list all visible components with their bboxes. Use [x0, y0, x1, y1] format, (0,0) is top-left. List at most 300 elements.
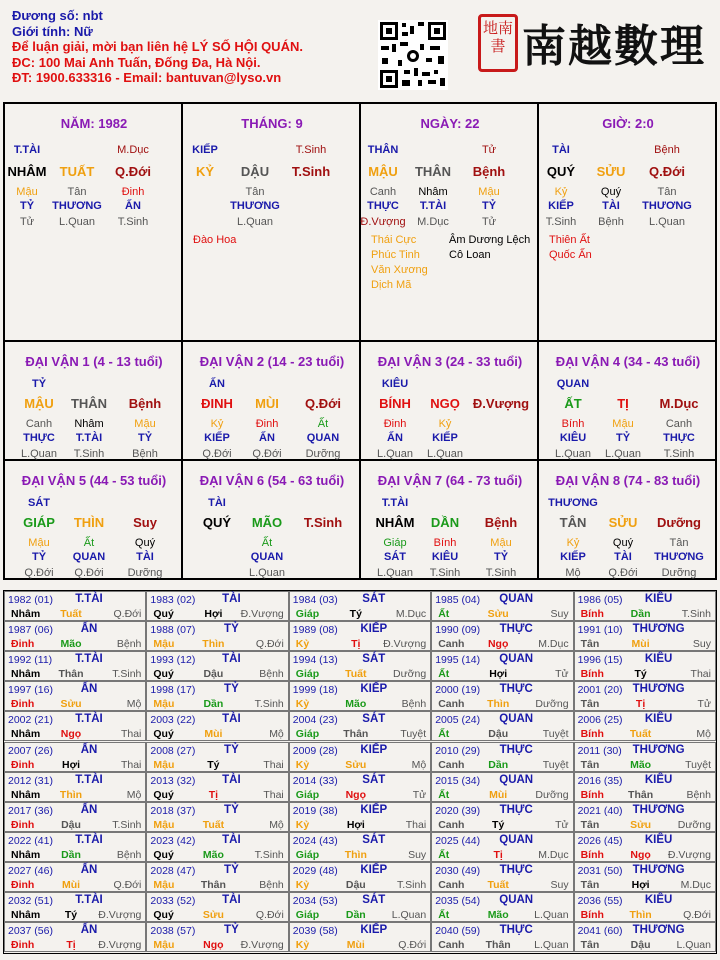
year-stem: Bính — [580, 788, 604, 801]
star-label: Thái Cực — [371, 234, 417, 246]
pillar-main: Bệnh — [472, 164, 506, 179]
year-stem: Bính — [580, 909, 604, 921]
year-branch: Sửu — [60, 698, 82, 711]
year-branch: Tị — [635, 698, 646, 711]
dai-van-r3: Giáp — [383, 537, 407, 549]
dai-van-r4: KIẾP — [204, 432, 230, 444]
pillar-1 — [183, 104, 361, 340]
year-phase: Dưỡng — [677, 818, 711, 831]
year-branch: Mùi — [61, 878, 81, 891]
year-cell — [574, 621, 716, 651]
year-stem: Nhâm — [11, 668, 41, 681]
year-branch: Mùi — [489, 788, 508, 801]
year-phase: Q.Đới — [398, 939, 427, 952]
pillar-main: DẬU — [240, 164, 270, 179]
year-stem: Canh — [438, 698, 465, 711]
dai-van-main: QUÝ — [202, 515, 232, 530]
year-star: ẤN — [80, 803, 98, 816]
year-star: T.TÀI — [75, 653, 103, 666]
dai-van-r5: Q.Đới — [252, 448, 282, 460]
pillar-r3: Mậu — [16, 186, 38, 198]
pillar-r4: TÀI — [602, 200, 620, 212]
year-branch: Sửu — [630, 818, 652, 831]
year-phase: Mộ — [411, 758, 427, 771]
dai-van-main: MẬU — [24, 396, 54, 411]
year-label: 2002 (21) — [8, 714, 53, 727]
dai-van-r4: ẤN — [259, 432, 275, 444]
year-branch: Ngọ — [203, 939, 224, 952]
year-star: TÀI — [222, 593, 241, 605]
year-stem: Mậu — [153, 878, 175, 891]
dai-van-r4: TÀI — [614, 551, 632, 563]
year-cell — [289, 591, 431, 621]
dai-van-r4: KIẾP — [432, 432, 458, 444]
year-star: KIÊU — [644, 713, 673, 726]
dai-van-r5: Q.Đới — [202, 448, 232, 460]
year-label: 2000 (19) — [435, 684, 481, 697]
year-star: QUAN — [499, 713, 534, 726]
year-label: 1995 (14) — [435, 654, 481, 667]
pillar-r3: Mậu — [478, 186, 500, 198]
year-label: 2010 (29) — [435, 744, 481, 757]
pillar-title: NĂM: 1982 — [60, 116, 128, 131]
year-phase: T.Sinh — [681, 608, 711, 620]
year-star: SÁT — [362, 653, 386, 666]
dai-van-top: KIÊU — [381, 378, 409, 390]
year-branch: Sửu — [487, 608, 509, 620]
year-phase: Tuyệt — [685, 758, 711, 771]
pillar-top: T.TÀI — [13, 144, 41, 156]
pillar-r5: L.Quan — [648, 216, 686, 228]
pillar-title: NGÀY: 22 — [420, 116, 480, 131]
year-cell — [574, 922, 716, 952]
year-star: THƯƠNG — [632, 863, 685, 876]
year-stem: Tân — [580, 638, 600, 651]
year-cell — [289, 892, 431, 922]
year-branch: Hợi — [204, 608, 223, 620]
year-stem: Ất — [438, 668, 450, 681]
pillar-r3: Tân — [245, 186, 265, 198]
year-phase: Dưỡng — [393, 668, 427, 681]
year-phase: Dưỡng — [535, 698, 569, 711]
dai-van-main: Q.Đới — [305, 396, 341, 411]
year-cell — [289, 772, 431, 802]
dai-van-r5: Dưỡng — [661, 567, 697, 579]
year-branch: Thìn — [487, 698, 510, 711]
pillar-title: THÁNG: 9 — [241, 116, 303, 131]
year-stem: Giáp — [295, 668, 320, 681]
pillar-top: Tử — [481, 144, 497, 156]
year-star: TỶ — [224, 743, 239, 756]
dai-van-main: T.Sinh — [303, 515, 343, 530]
year-phase: Bệnh — [116, 638, 142, 651]
year-cell — [146, 892, 288, 922]
dai-van-r4: THỰC — [663, 432, 695, 444]
year-label: 1992 (11) — [8, 654, 53, 667]
year-stem: Canh — [438, 939, 465, 952]
dai-van-r5: L.Quan — [554, 448, 592, 460]
pillar-r4: KIẾP — [548, 200, 574, 212]
year-stem: Giáp — [295, 788, 320, 801]
year-label: 2012 (31) — [8, 774, 53, 787]
year-label: 1982 (01) — [8, 594, 53, 606]
year-label: 2007 (26) — [8, 744, 53, 757]
year-stem: Quý — [153, 668, 174, 681]
year-stem: Quý — [153, 788, 174, 801]
pillar-r3: Kỷ — [554, 186, 568, 198]
dai-van-main: M.Dục — [659, 396, 699, 411]
year-phase: Đ.Vượng — [667, 848, 711, 861]
year-label: 1987 (06) — [8, 624, 53, 637]
year-phase: Tử — [697, 698, 711, 711]
year-star: QUAN — [499, 653, 534, 666]
dai-van-main: NHÂM — [375, 515, 415, 530]
year-label: 2004 (23) — [292, 714, 338, 727]
year-stem: Bính — [580, 668, 604, 681]
pillar-r5: L.Quan — [58, 216, 96, 228]
pillar-main: KỶ — [195, 164, 215, 179]
year-phase: L.Quan — [676, 939, 711, 952]
year-label: 2040 (59) — [435, 925, 481, 938]
year-stem: Giáp — [295, 909, 320, 921]
pillar-main: MẬU — [368, 164, 398, 179]
year-label: 2020 (39) — [435, 804, 481, 817]
year-phase: Thai — [263, 758, 284, 771]
star-label: Quốc Ấn — [549, 249, 592, 261]
year-cell — [431, 922, 573, 952]
year-cell — [431, 832, 573, 862]
dai-van-title: ĐẠI VẬN 4 (34 - 43 tuổi) — [555, 354, 701, 369]
year-cell — [431, 591, 573, 621]
dai-van-main: GIÁP — [23, 515, 55, 530]
year-star: THƯƠNG — [632, 803, 685, 816]
dai-van-r4: TỶ — [31, 551, 47, 563]
year-branch: Mão — [60, 638, 82, 651]
year-branch: Tị — [208, 788, 219, 801]
year-branch: Tị — [351, 638, 361, 651]
year-cell — [289, 711, 431, 741]
dai-van-r5: Mộ — [565, 567, 581, 579]
year-label: 2031 (50) — [577, 864, 623, 877]
year-phase: T.Sinh — [254, 848, 284, 861]
dai-van-r5: T.Sinh — [663, 448, 695, 460]
dai-van-r3: Ất — [83, 537, 95, 549]
year-stem: Giáp — [295, 608, 320, 620]
year-star: T.TÀI — [75, 713, 103, 726]
pillar-r5: Đ.Vượng — [360, 216, 406, 228]
year-star: TÀI — [222, 894, 241, 906]
dai-van-r5: L.Quan — [20, 448, 58, 460]
year-stem: Bính — [580, 728, 604, 741]
pillar-r3: Tân — [67, 186, 87, 198]
year-branch: Thìn — [344, 848, 367, 861]
year-cell — [4, 651, 146, 681]
year-branch: Hợi — [631, 878, 650, 891]
dai-van-r4: TỶ — [137, 432, 153, 444]
year-cell — [146, 862, 288, 892]
year-star: THƯƠNG — [632, 623, 685, 636]
dai-van-main: Suy — [133, 515, 157, 530]
dai-van-r3: Mậu — [490, 537, 512, 549]
pillar-main: QUÝ — [546, 164, 576, 179]
year-stem: Quý — [153, 909, 174, 921]
dai-van-r5: L.Quan — [376, 567, 414, 579]
year-branch: Mão — [630, 758, 652, 771]
dai-van-r3: Mậu — [134, 418, 156, 430]
year-phase: Mộ — [126, 788, 142, 801]
year-label: 2001 (20) — [577, 684, 623, 697]
year-stem: Giáp — [295, 728, 320, 741]
dai-van-r5: T.Sinh — [485, 567, 517, 579]
year-branch: Tý — [492, 818, 505, 831]
year-star: ẤN — [80, 863, 98, 876]
year-phase: T.Sinh — [397, 878, 427, 891]
year-label: 2032 (51) — [8, 895, 53, 907]
year-branch: Mão — [202, 848, 224, 861]
year-phase: Bệnh — [116, 848, 142, 861]
year-cell — [574, 591, 716, 621]
year-phase: Q.Đới — [113, 608, 142, 620]
year-star: SÁT — [362, 833, 386, 846]
pillar-top: THÂN — [367, 144, 399, 156]
year-phase: Đ.Vượng — [383, 638, 427, 651]
year-phase: T.Sinh — [112, 818, 142, 831]
year-cell — [4, 922, 146, 952]
year-label: 2022 (41) — [8, 834, 53, 847]
year-label: 1986 (05) — [577, 594, 623, 606]
year-star: QUAN — [499, 894, 534, 906]
pillar-r3: Quý — [600, 186, 622, 198]
dai-van-r3: Mậu — [612, 418, 634, 430]
dai-van-r3: Quý — [612, 537, 634, 549]
year-label: 2034 (53) — [292, 895, 338, 907]
year-branch: Dậu — [488, 728, 509, 741]
year-stem: Nhâm — [11, 848, 41, 861]
dai-van-7 — [361, 461, 539, 579]
year-star: QUAN — [499, 773, 534, 786]
dai-van-r3: Nhâm — [74, 418, 104, 430]
year-stem: Nhâm — [11, 728, 41, 741]
dai-van-r4: QUAN — [72, 551, 106, 563]
pillar-r5: T.Sinh — [117, 216, 149, 228]
year-phase: Suy — [692, 638, 711, 651]
year-cell — [289, 651, 431, 681]
year-branch: Mùi — [346, 939, 365, 952]
year-star: KIẾP — [360, 683, 388, 696]
year-label: 2029 (48) — [292, 864, 338, 877]
year-phase: Tuyệt — [400, 728, 427, 741]
dai-van-main: Bệnh — [128, 396, 162, 411]
year-label: 2028 (47) — [150, 864, 196, 877]
dai-van-r4: THƯƠNG — [654, 551, 704, 563]
year-phase: Mộ — [269, 818, 284, 831]
year-label: 2008 (27) — [150, 744, 196, 757]
pillar-top: TÀI — [552, 144, 570, 156]
year-star: KIẾP — [360, 743, 388, 756]
year-phase: Đ.Vượng — [240, 608, 284, 620]
year-cell — [289, 862, 431, 892]
dai-van-title: ĐẠI VẬN 6 (54 - 63 tuổi) — [199, 473, 345, 488]
dai-van-r5: Q.Đới — [608, 567, 638, 579]
year-label: 2036 (55) — [577, 895, 623, 907]
year-phase: Q.Đới — [113, 878, 142, 891]
year-label: 2033 (52) — [150, 895, 196, 907]
year-star: SÁT — [362, 593, 386, 605]
year-stem: Kỷ — [295, 698, 310, 711]
dai-van-r4: TỶ — [493, 551, 509, 563]
year-phase: L.Quan — [534, 939, 569, 952]
dai-van-r5: Dưỡng — [127, 567, 163, 579]
dai-van-1 — [5, 342, 183, 460]
year-phase: Đ.Vượng — [240, 939, 284, 952]
dai-van-6 — [183, 461, 361, 579]
year-star: SÁT — [362, 713, 386, 726]
year-branch: Tuất — [345, 668, 367, 681]
year-phase: Thai — [405, 818, 427, 831]
year-branch: Thân — [58, 668, 84, 681]
year-cell — [431, 711, 573, 741]
year-stem: Canh — [438, 878, 465, 891]
header-info — [12, 8, 303, 86]
dai-van-r3: Tân — [669, 537, 689, 549]
year-cell — [4, 862, 146, 892]
dai-van-main: NGỌ — [430, 396, 460, 411]
year-stem: Canh — [438, 758, 465, 771]
dai-van-main: ẤT — [564, 396, 582, 411]
dai-van-main: MÙI — [255, 396, 279, 411]
year-branch: Tý — [64, 909, 78, 921]
year-label: 2025 (44) — [435, 834, 481, 847]
gender: Giới tính: Nữ — [12, 23, 93, 39]
year-phase: Suy — [550, 608, 569, 620]
year-label: 1999 (18) — [292, 684, 338, 697]
year-cell — [146, 742, 288, 772]
dai-van-top: T.TÀI — [381, 497, 409, 509]
red-seal: 地南書 — [478, 14, 518, 72]
year-star: ẤN — [80, 924, 98, 937]
year-branch: Tị — [493, 848, 503, 861]
year-star: KIẾP — [360, 863, 388, 876]
dai-van-top: ẤN — [209, 378, 225, 390]
year-phase: Mộ — [269, 728, 284, 741]
year-label: 2003 (22) — [150, 714, 196, 727]
year-phase: M.Dục — [395, 608, 427, 620]
year-cell — [4, 772, 146, 802]
year-stem: Nhâm — [11, 608, 41, 620]
dai-van-r5: Bệnh — [132, 448, 158, 460]
year-cell — [574, 681, 716, 711]
pillar-r5: L.Quan — [236, 216, 274, 228]
year-cell — [146, 621, 288, 651]
pillar-r3: Canh — [369, 186, 397, 198]
dai-van-r5: L.Quan — [604, 448, 642, 460]
year-stem: Giáp — [295, 848, 320, 861]
dai-van-r5: Q.Đới — [24, 567, 54, 579]
year-cell — [289, 681, 431, 711]
pillar-r5: Tử — [19, 216, 35, 228]
year-branch: Tý — [349, 608, 362, 620]
year-branch: Tý — [634, 668, 647, 681]
pillar-main: SỬU — [596, 164, 626, 179]
year-cell — [146, 922, 288, 952]
dai-van-4 — [539, 342, 717, 460]
year-branch: Dần — [488, 758, 509, 771]
dai-van-r3: Ất — [317, 418, 329, 430]
year-stem: Kỷ — [295, 818, 310, 831]
dai-van-r4: KIÊU — [559, 432, 587, 444]
year-label: 1985 (04) — [435, 594, 481, 606]
year-label: 2041 (60) — [577, 925, 623, 938]
year-star: KIẾP — [360, 924, 388, 937]
year-star: THƯƠNG — [632, 924, 685, 937]
year-branch: Ngọ — [630, 848, 651, 861]
year-label: 1983 (02) — [150, 594, 196, 606]
year-star: KIÊU — [644, 894, 673, 906]
year-cell — [431, 772, 573, 802]
dai-van-top: SÁT — [28, 497, 50, 509]
year-star: THỰC — [499, 803, 533, 816]
dai-van-r4: TỶ — [615, 432, 631, 444]
dai-van-r5: T.Sinh — [429, 567, 461, 579]
brand-title: 南越數理 — [522, 21, 706, 72]
pillar-r5: M.Dục — [417, 216, 449, 228]
year-star: TÀI — [222, 833, 241, 846]
year-cell — [574, 711, 716, 741]
dai-van-r4: TÀI — [136, 551, 154, 563]
year-stem: Mậu — [153, 698, 175, 711]
pillar-r3: Nhâm — [418, 186, 448, 198]
year-cell — [4, 742, 146, 772]
dai-van-r5: Dưỡng — [305, 448, 341, 460]
year-phase: Bệnh — [259, 668, 284, 681]
year-cell — [146, 651, 288, 681]
year-cell — [146, 681, 288, 711]
year-phase: Tuyệt — [542, 758, 569, 771]
pillar-top: Bệnh — [654, 144, 680, 156]
year-cell — [289, 742, 431, 772]
dai-van-title: ĐẠI VẬN 2 (14 - 23 tuổi) — [199, 354, 345, 369]
year-cell — [4, 591, 146, 621]
year-label: 2015 (34) — [435, 774, 481, 787]
pillar-main: NHÂM — [7, 164, 47, 179]
dai-van-r5: L.Quan — [426, 448, 464, 460]
year-cell — [289, 621, 431, 651]
year-stem: Đinh — [11, 939, 35, 952]
dai-van-8 — [539, 461, 717, 579]
year-star: ẤN — [80, 743, 98, 756]
year-cell — [574, 892, 716, 922]
pillar-main: THÂN — [414, 164, 452, 179]
year-stem: Bính — [580, 848, 604, 861]
year-star: T.TÀI — [75, 593, 103, 605]
year-branch: Dần — [61, 848, 81, 861]
year-branch: Tị — [66, 939, 76, 952]
year-stem: Ất — [438, 848, 450, 861]
year-stem: Ất — [438, 728, 450, 741]
pillar-r4: THƯƠNG — [52, 200, 102, 212]
year-label: 1994 (13) — [292, 654, 338, 667]
year-label: 1998 (17) — [150, 684, 196, 697]
year-branch: Thìn — [629, 909, 652, 921]
dai-van-top: QUAN — [556, 378, 590, 390]
pillar-2 — [361, 104, 539, 340]
year-label: 2035 (54) — [435, 895, 481, 907]
pillar-top: T.Sinh — [295, 144, 327, 156]
star-label: Phúc Tinh — [371, 249, 420, 261]
year-cell — [431, 651, 573, 681]
year-star: SÁT — [362, 894, 386, 906]
dai-van-top: THƯƠNG — [548, 497, 598, 509]
